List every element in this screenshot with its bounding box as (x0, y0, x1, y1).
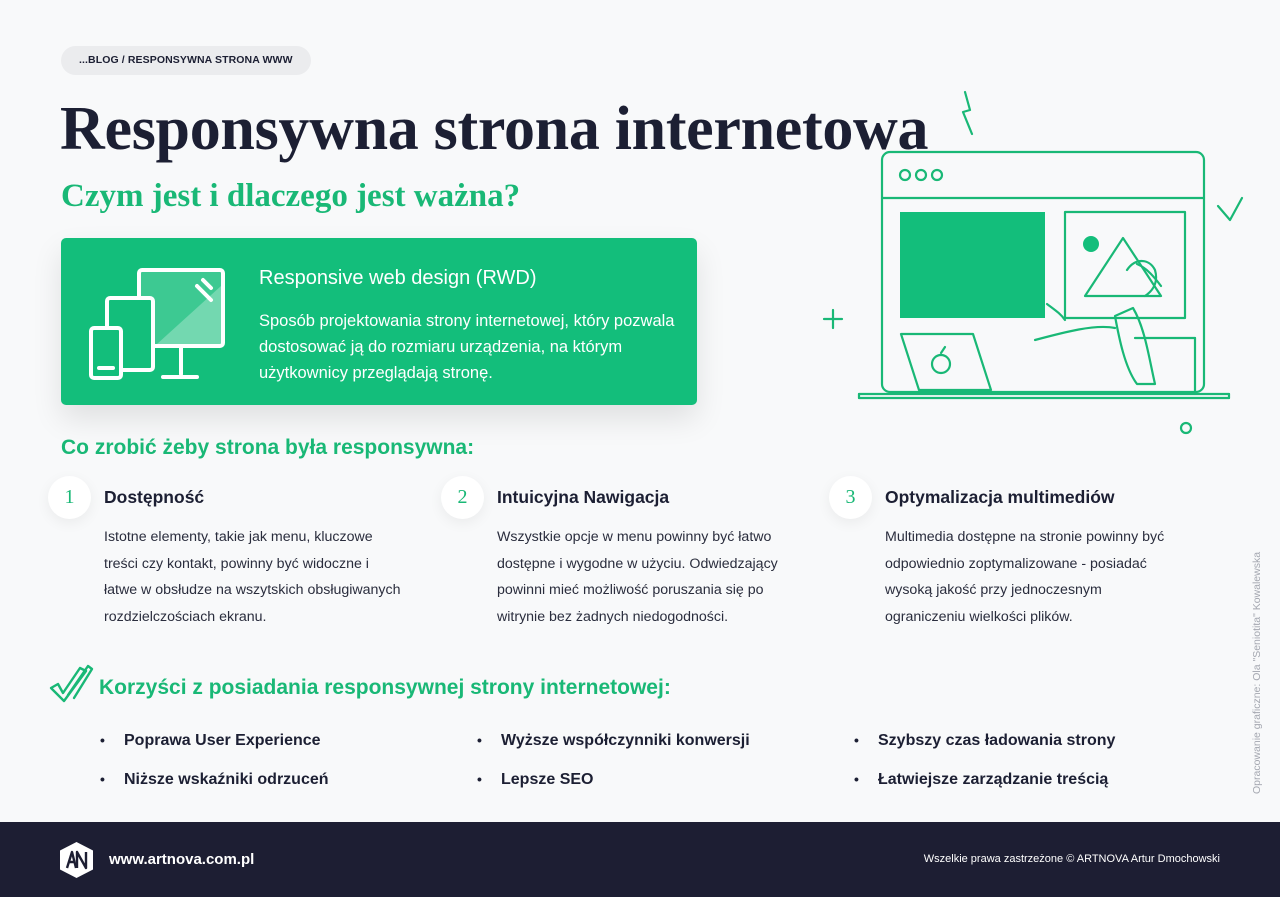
step-title: Intuicyjna Nawigacja (497, 487, 670, 507)
step-description: Istotne elementy, takie jak menu, kluczowe treści czy kontakt, powinny być widoczne i łatwe w obsłudze na wszytskich obsługiwanych rozdzielczościach ekranu. (104, 529, 401, 625)
responsive-devices-icon (87, 266, 227, 384)
rwd-title: Responsive web design (RWD) (259, 267, 537, 289)
benefit-label: Niższe wskaźniki odrzuceń (124, 771, 329, 788)
benefit-label: Wyższe współczynniki konwersji (501, 732, 750, 749)
lightning-icon (963, 92, 972, 134)
step-description: Multimedia dostępne na stronie powinny być odpowiednio zoptymalizowane - posiadać wysoką jakość przy jednoczesnym ograniczeniu wielkości plików. (885, 529, 1165, 625)
artnova-logo-icon[interactable] (59, 841, 94, 879)
benefit-item (477, 771, 594, 789)
step-item (48, 476, 428, 636)
rwd-definition-card (61, 238, 697, 405)
plus-icon (824, 310, 842, 328)
step-title: Optymalizacja multimediów (885, 487, 1115, 507)
benefit-label: Lepsze SEO (501, 771, 594, 788)
breadcrumb[interactable]: ...BLOG / RESPONSYWNA STRONA WWW (61, 46, 311, 75)
steps-heading: Co zrobić żeby strona była responsywna: (61, 436, 475, 459)
step-description: Wszystkie opcje w menu powinny być łatwo dostępne i wygodne w użyciu. Odwiedzający powinni mieć możliwość poruszania się po witrynie bez żadnych niedogodności. (497, 529, 778, 625)
benefit-label: Poprawa User Experience (124, 732, 321, 749)
web-designer-illustration (815, 88, 1245, 438)
page-subtitle: Czym jest i dlaczego jest ważna? (61, 178, 521, 214)
step-item (829, 476, 1209, 636)
graphic-credit: Opracowanie graficzne: Ola "Seniotita" Kowalewska (1251, 551, 1263, 794)
footer-copyright: Wszelkie prawa zastrzeżone © ARTNOVA Artur Dmochowski (923, 853, 1220, 865)
step-number-badge: 3 (829, 476, 872, 519)
bullet-icon: • (854, 771, 859, 787)
step-item (441, 476, 821, 636)
benefit-item (477, 732, 750, 750)
step-number-badge: 2 (441, 476, 484, 519)
rwd-description: Sposób projektowania strony internetowej, który pozwala dostosować ją do rozmiaru urządzenia, na którym użytkownicy przeglądają stronę. (259, 312, 675, 382)
benefit-label: Łatwiejsze zarządzanie treścią (878, 771, 1109, 788)
bullet-icon: • (100, 732, 105, 748)
benefit-item (100, 732, 321, 750)
page-title: Responsywna strona internetowa (60, 95, 929, 163)
double-check-icon (48, 662, 94, 704)
step-title: Dostępność (104, 487, 205, 507)
footer-website-link[interactable]: www.artnova.com.pl (109, 851, 255, 868)
benefit-item (100, 771, 329, 789)
bullet-icon: • (854, 732, 859, 748)
bullet-icon: • (100, 771, 105, 787)
step-number-badge: 1 (48, 476, 91, 519)
bullet-icon: • (477, 732, 482, 748)
benefit-label: Szybszy czas ładowania strony (878, 732, 1116, 749)
benefit-item (854, 732, 1116, 750)
browser-content-block (900, 212, 1045, 318)
benefit-item (854, 771, 1109, 789)
bullet-icon: • (477, 771, 482, 787)
benefits-heading: Korzyści z posiadania responsywnej strony internetowej: (99, 676, 671, 699)
check-doodle-icon (1218, 198, 1242, 220)
footer (0, 822, 1280, 897)
small-circle-icon (1181, 423, 1191, 433)
